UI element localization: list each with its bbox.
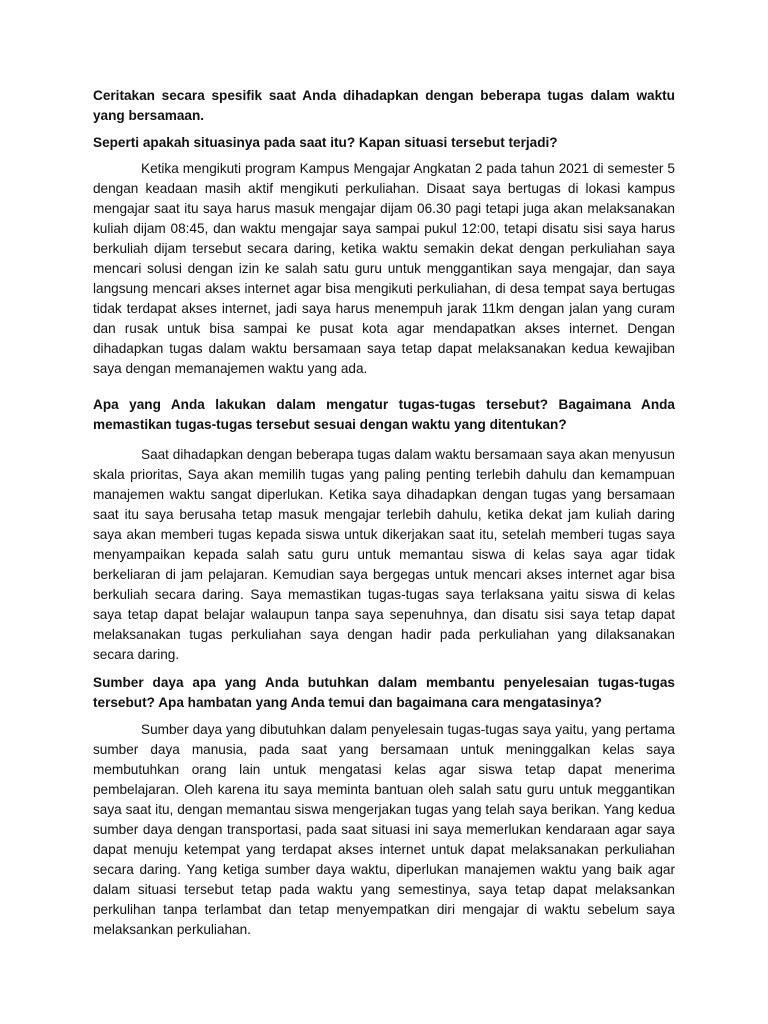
document-page <box>93 86 675 940</box>
answer-3-paragraph: Sumber daya yang dibutuhkan dalam penyelesain tugas-tugas saya yaitu, yang pertama sumber daya manusia, pada saat yang bersamaan untuk meninggalkan kelas saya membutuhkan orang lain untuk mengatasi kelas agar siswa tetap dapat menerima pembelajaran. Oleh karena itu saya meminta bantuan oleh salah satu guru untuk meggantikan saya saat itu, dengan memantau siswa mengerjakan tugas yang telah saya berikan. Yang kedua sumber daya dengan transportasi, pada saat situasi ini saya memerlukan kendaraan agar saya dapat menuju ketempat yang terdapat akses internet untuk dapat melaksanakan perkuliahan secara daring. Yang ketiga sumber daya waktu, diperlukan manajemen waktu yang baik agar dalam situasi tersebut tetap pada waktu yang semestinya, saya tetap dapat melaksankan perkulihan tanpa terlambat dan tetap menyempatkan diri mengajar di waktu sebelum saya melaksankan perkuliahan. <box>93 722 675 937</box>
answer-1-paragraph: Ketika mengikuti program Kampus Mengajar Angkatan 2 pada tahun 2021 di semester 5 dengan keadaan masih aktif mengikuti perkuliahan. Disaat saya bertugas di lokasi kampus mengajar saat itu saya harus masuk mengajar dijam 06.30 pagi tetapi juga akan melaksanakan kuliah dijam 08:45, dan waktu mengajar saya sampai pukul 12:00, tetapi disatu sisi saya harus berkuliah dijam tersebut secara daring, ketika waktu semakin dekat dengan perkuliahan saya mencari solusi dengan izin ke salah satu guru untuk menggantikan saya mengajar, dan saya langsung mencari akses internet agar bisa mengikuti perkuliahan, di desa tempat saya bertugas tidak terdapat akses internet, jadi saya harus menempuh jarak 11km dengan jalan yang curam dan rusak untuk bisa sampai ke pusat kota agar mendapatkan akses internet. Dengan dihadapkan tugas dalam waktu bersamaan saya tetap dapat melaksanakan kedua kewajiban saya dengan memanajemen waktu yang ada. <box>93 161 675 376</box>
question-1-heading: Ceritakan secara spesifik saat Anda dihadapkan dengan beberapa tugas dalam waktu yang bersamaan. <box>93 88 675 123</box>
question-3-heading: Apa yang Anda lakukan dalam mengatur tugas-tugas tersebut? Bagaimana Anda memastikan tugas-tugas tersebut sesuai dengan waktu yang ditentukan? <box>93 397 675 432</box>
question-4-heading: Sumber daya apa yang Anda butuhkan dalam membantu penyelesaian tugas-tugas tersebut? Apa hambatan yang Anda temui dan bagaimana cara mengatasinya? <box>93 675 675 710</box>
question-2-heading: Seperti apakah situasinya pada saat itu? Kapan situasi tersebut terjadi? <box>93 135 558 150</box>
answer-2-paragraph: Saat dihadapkan dengan beberapa tugas dalam waktu bersamaan saya akan menyusun skala prioritas, Saya akan memilih tugas yang paling penting terlebih dahulu dan kemampuan manajemen waktu sangat diperlukan. Ketika saya dihadapkan dengan tugas yang bersamaan saat itu saya berusaha tetap masuk mengajar terlebih dahulu, ketika dekat jam kuliah daring saya akan memberi tugas kepada siswa untuk dikerjakan saat itu, setelah memberi tugas saya menyampaikan kepada salah satu guru untuk memantau siswa di kelas saya agar tidak berkeliaran di jam pelajaran. Kemudian saya bergegas untuk mencari akses internet agar bisa berkuliah secara daring. Saya memastikan tugas-tugas saya terlaksana yaitu siswa di kelas saya tetap dapat belajar walaupun tanpa saya sepenuhnya, dan disatu sisi saya tetap dapat melaksanakan tugas perkuliahan saya dengan hadir pada perkuliahan yang dilaksanakan secara daring. <box>93 447 675 662</box>
